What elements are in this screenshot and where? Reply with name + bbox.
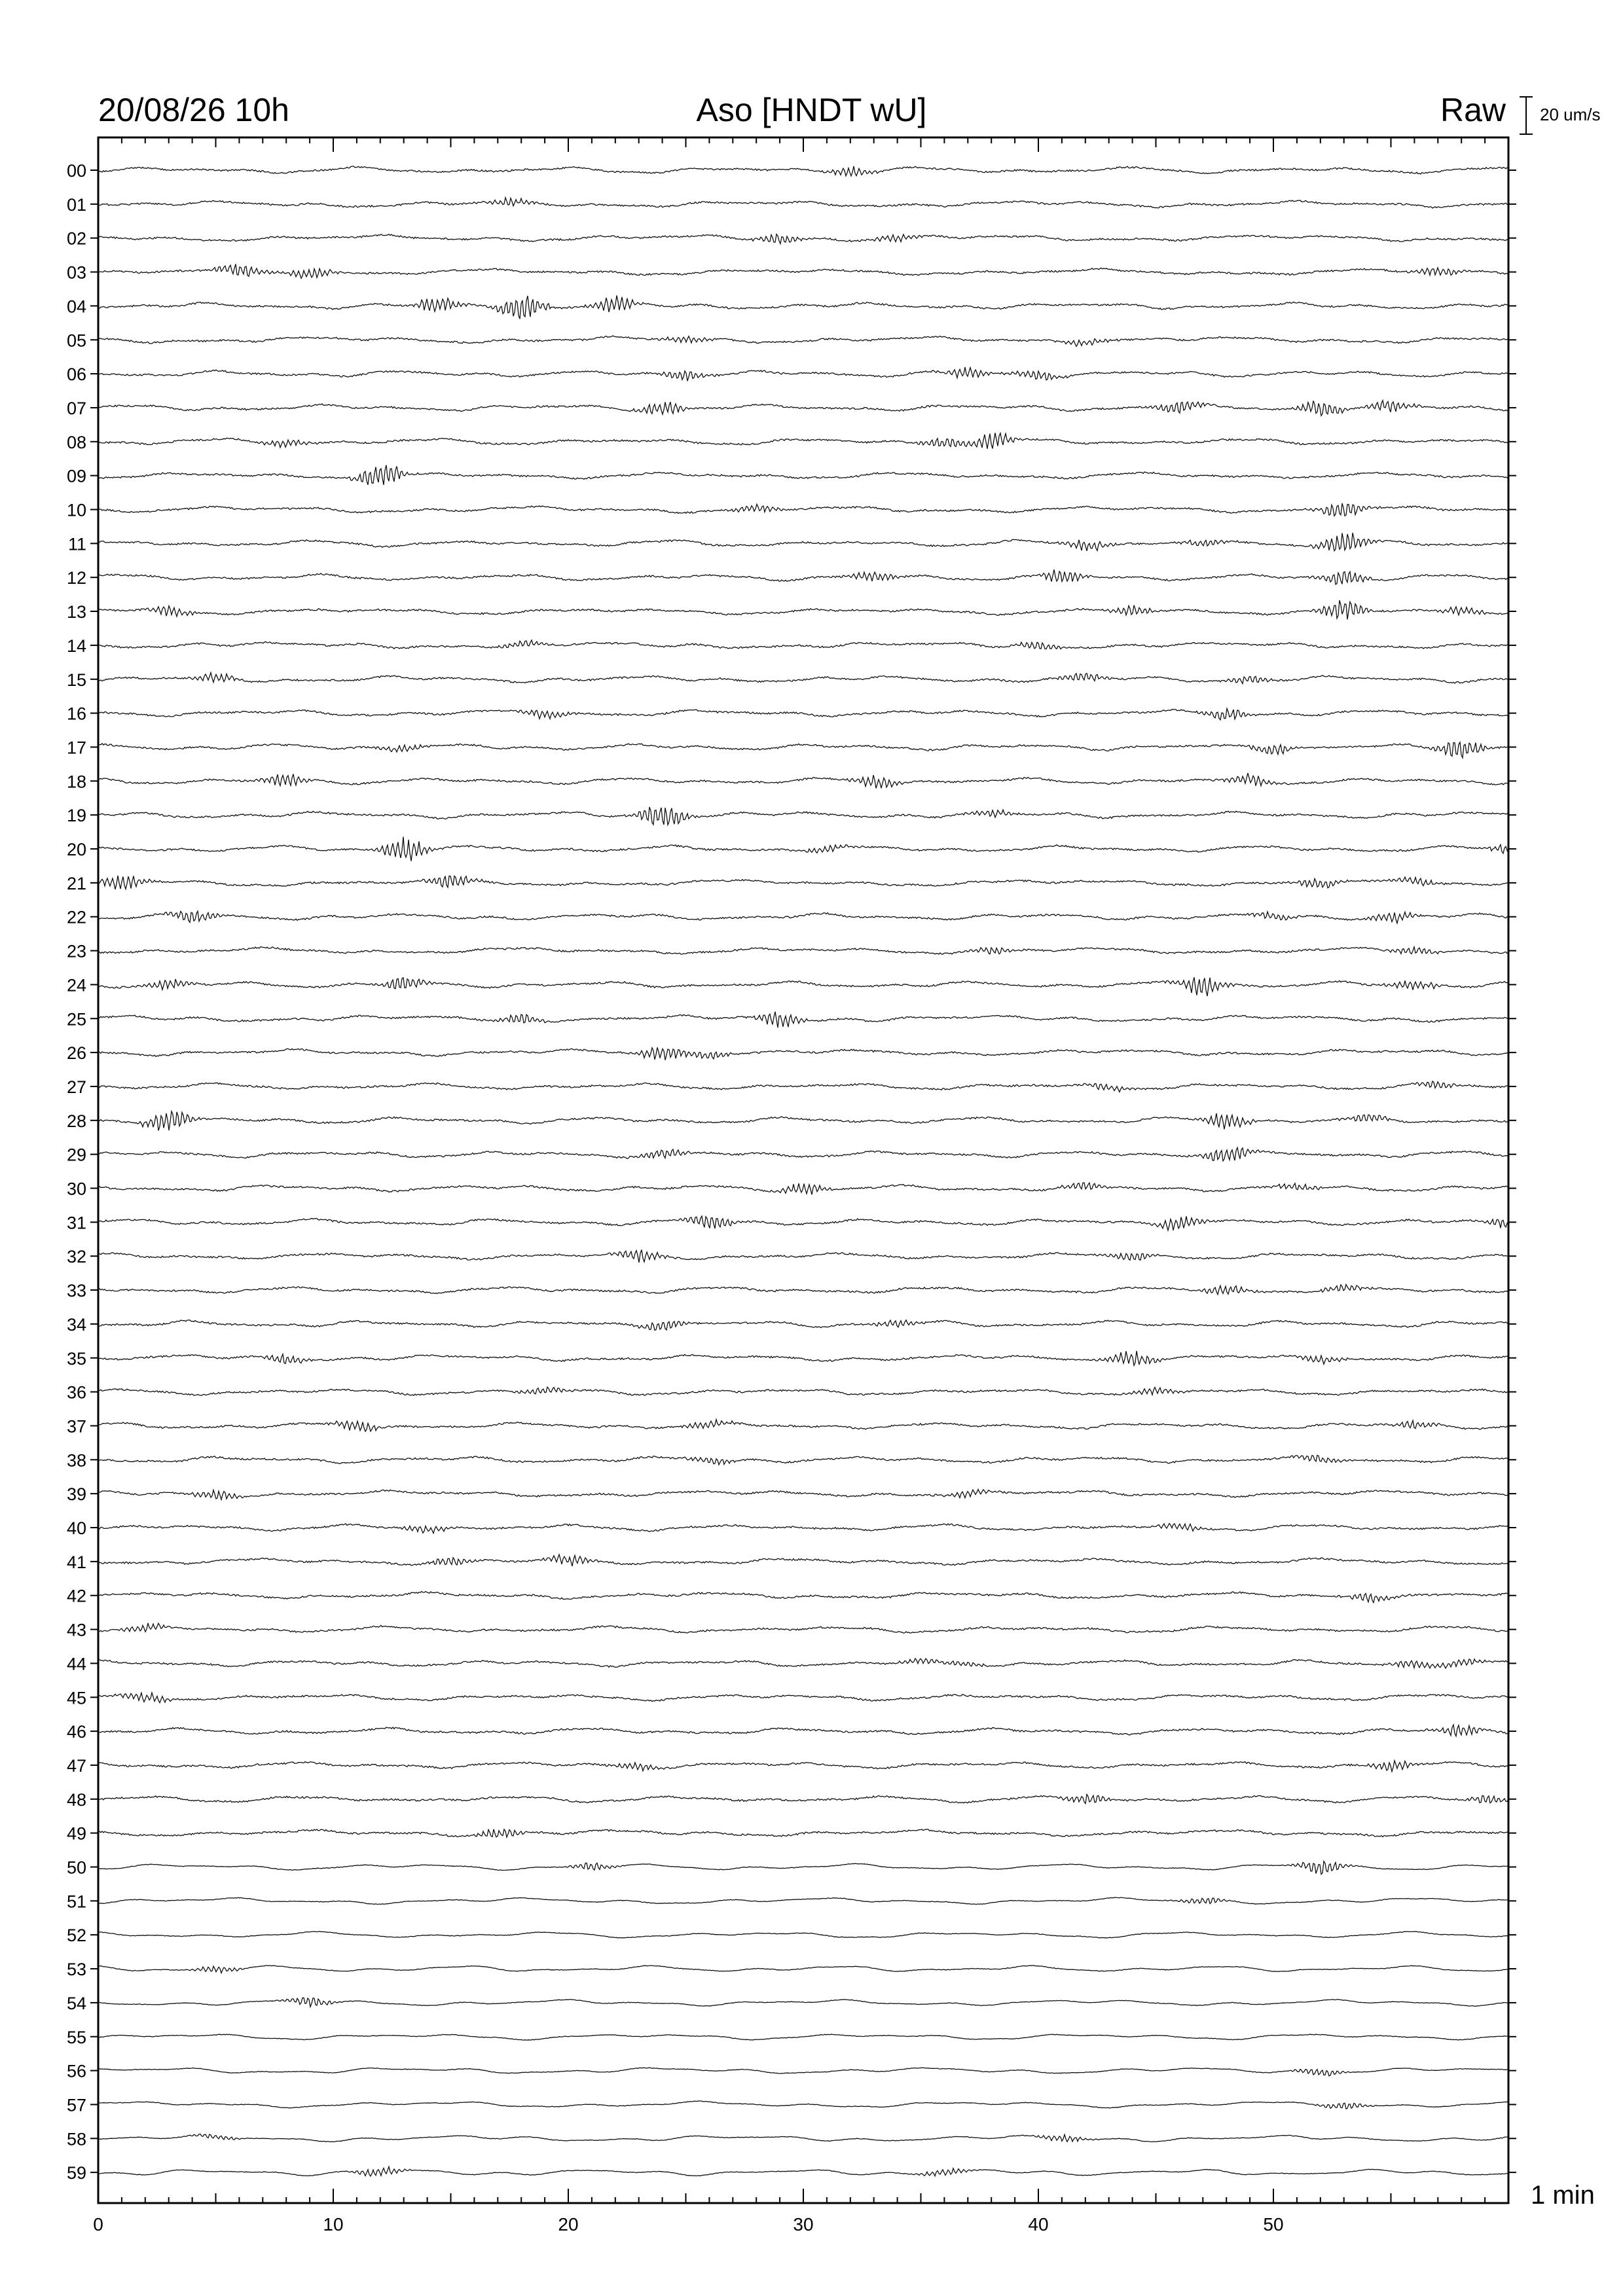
row-label: 45: [66, 1688, 86, 1708]
seismic-trace-29: [98, 1147, 1508, 1161]
row-label: 39: [66, 1484, 86, 1505]
seismic-trace-53: [98, 1965, 1508, 1973]
row-label: 12: [66, 568, 86, 588]
row-label: 22: [66, 907, 86, 927]
row-label: 21: [66, 873, 86, 893]
row-label: 04: [66, 296, 86, 317]
seismic-trace-15: [98, 673, 1508, 684]
row-label-group: [67, 161, 86, 2183]
x-tick-label: 40: [1028, 2214, 1049, 2234]
seismic-trace-16: [98, 709, 1508, 720]
seismic-trace-05: [98, 336, 1508, 346]
seismic-trace-34: [98, 1320, 1508, 1331]
seismic-trace-24: [98, 977, 1508, 996]
seismic-trace-17: [98, 742, 1508, 758]
row-label: 10: [66, 500, 86, 520]
seismic-trace-40: [98, 1524, 1508, 1534]
row-label: 40: [66, 1518, 86, 1538]
seismic-trace-10: [98, 503, 1508, 516]
row-label: 16: [66, 704, 86, 724]
row-label: 56: [66, 2061, 86, 2081]
seismic-trace-18: [98, 773, 1508, 788]
row-label: 34: [66, 1314, 86, 1335]
row-label: 43: [66, 1620, 86, 1640]
row-label: 53: [66, 1960, 86, 1980]
seismic-trace-51: [98, 1897, 1508, 1905]
row-label: 18: [66, 772, 86, 792]
row-label: 02: [66, 228, 86, 249]
seismic-trace-44: [98, 1659, 1508, 1668]
seismic-trace-08: [98, 433, 1508, 448]
seismic-trace-09: [98, 465, 1508, 485]
row-label: 57: [66, 2095, 86, 2115]
row-label: 17: [66, 738, 86, 758]
seismic-trace-12: [98, 569, 1508, 584]
row-label: 01: [66, 194, 86, 215]
row-label: 28: [66, 1111, 86, 1131]
trace-group: [98, 166, 1508, 2176]
x-axis-unit-label: 1 min: [1531, 2181, 1595, 2210]
seismic-trace-41: [98, 1554, 1508, 1566]
row-label: 07: [66, 398, 86, 418]
seismic-trace-22: [98, 911, 1508, 924]
seismic-trace-39: [98, 1490, 1508, 1500]
row-label: 50: [66, 1857, 86, 1878]
row-label: 58: [66, 2129, 86, 2149]
seismic-trace-19: [98, 807, 1508, 825]
seismic-trace-46: [98, 1725, 1508, 1736]
seismic-trace-58: [98, 2134, 1508, 2142]
seismic-trace-57: [98, 2101, 1508, 2109]
chart-title: Aso [HNDT wU]: [696, 92, 927, 128]
row-label: 51: [66, 1892, 86, 1912]
row-label: 42: [66, 1586, 86, 1606]
row-label: 11: [67, 534, 86, 554]
row-label: 47: [66, 1755, 86, 1776]
row-label: 26: [66, 1043, 86, 1064]
row-label: 38: [66, 1450, 86, 1471]
row-label: 33: [66, 1281, 86, 1301]
row-label: 59: [66, 2163, 86, 2183]
row-label: 35: [66, 1348, 86, 1369]
row-label: 13: [66, 602, 86, 622]
row-label: 15: [66, 670, 86, 690]
seismic-trace-33: [98, 1285, 1508, 1295]
seismic-trace-59: [98, 2166, 1508, 2176]
seismic-trace-03: [98, 264, 1508, 278]
plot-date: 20/08/26 10h: [98, 92, 289, 128]
seismic-trace-14: [98, 640, 1508, 649]
row-label: 20: [66, 840, 86, 859]
mode-label: Raw: [1440, 92, 1506, 128]
seismic-trace-06: [98, 367, 1508, 381]
x-tick-label: 50: [1263, 2214, 1284, 2234]
seismic-trace-31: [98, 1216, 1508, 1230]
seismic-trace-47: [98, 1761, 1508, 1772]
seismic-trace-21: [98, 876, 1508, 889]
row-label: 44: [66, 1654, 86, 1674]
seismic-trace-37: [98, 1420, 1508, 1431]
seismic-trace-35: [98, 1351, 1508, 1365]
seismic-trace-04: [98, 295, 1508, 319]
row-label: 14: [66, 636, 86, 656]
x-tick-label: 30: [793, 2214, 814, 2234]
seismic-trace-42: [98, 1592, 1508, 1603]
seismic-trace-13: [98, 600, 1508, 619]
seismic-trace-20: [98, 836, 1508, 861]
row-label: 06: [66, 365, 86, 385]
seismic-trace-45: [98, 1693, 1508, 1703]
row-label: 25: [66, 1009, 86, 1030]
amplitude-scale-bar: [1520, 97, 1533, 134]
axis-ticks: [90, 137, 1516, 2203]
seismic-trace-07: [98, 401, 1508, 416]
row-label: 08: [66, 432, 86, 452]
row-label: 54: [66, 1993, 86, 2013]
seismic-trace-30: [98, 1183, 1508, 1194]
row-label: 27: [66, 1077, 86, 1097]
seismic-trace-32: [98, 1250, 1508, 1263]
seismic-trace-56: [98, 2068, 1508, 2076]
row-label: 00: [66, 161, 86, 181]
row-label: 29: [66, 1145, 86, 1165]
seismic-trace-25: [98, 1012, 1508, 1028]
seismic-trace-48: [98, 1795, 1508, 1804]
row-label: 37: [66, 1416, 86, 1437]
x-tick-label: 20: [558, 2214, 579, 2234]
row-label: 05: [66, 331, 86, 351]
seismic-trace-01: [98, 198, 1508, 208]
seismic-trace-26: [98, 1047, 1508, 1060]
x-tick-label: 10: [323, 2214, 344, 2234]
seismic-trace-54: [98, 1998, 1508, 2007]
plot-frame: [98, 137, 1508, 2203]
row-label: 55: [66, 2027, 86, 2047]
seismic-trace-43: [98, 1623, 1508, 1634]
seismic-trace-36: [98, 1387, 1508, 1395]
row-label: 30: [66, 1179, 86, 1199]
seismic-trace-28: [98, 1111, 1508, 1131]
x-tick-label-group: [93, 2214, 1283, 2234]
seismic-trace-38: [98, 1455, 1508, 1465]
row-label: 03: [66, 262, 86, 283]
row-label: 48: [66, 1789, 86, 1810]
row-label: 52: [66, 1926, 86, 1946]
seismic-trace-23: [98, 947, 1508, 954]
seismic-trace-55: [98, 2034, 1508, 2040]
row-label: 19: [66, 806, 86, 826]
row-label: 49: [66, 1823, 86, 1844]
row-label: 32: [66, 1247, 86, 1267]
amplitude-scale-label: 20 um/s: [1540, 105, 1601, 124]
seismic-trace-11: [98, 533, 1508, 551]
seismic-trace-02: [98, 234, 1508, 244]
seismic-trace-27: [98, 1081, 1508, 1092]
seismic-trace-00: [98, 166, 1508, 176]
row-label: 09: [66, 466, 86, 486]
row-label: 24: [66, 975, 86, 996]
row-label: 31: [66, 1213, 86, 1233]
x-tick-label: 0: [93, 2214, 103, 2234]
row-label: 36: [66, 1382, 86, 1403]
seismic-trace-50: [98, 1861, 1508, 1874]
seismic-trace-49: [98, 1829, 1508, 1837]
row-label: 46: [66, 1722, 86, 1742]
row-label: 41: [66, 1552, 86, 1572]
seismic-trace-52: [98, 1931, 1508, 1938]
row-label: 23: [66, 941, 86, 961]
